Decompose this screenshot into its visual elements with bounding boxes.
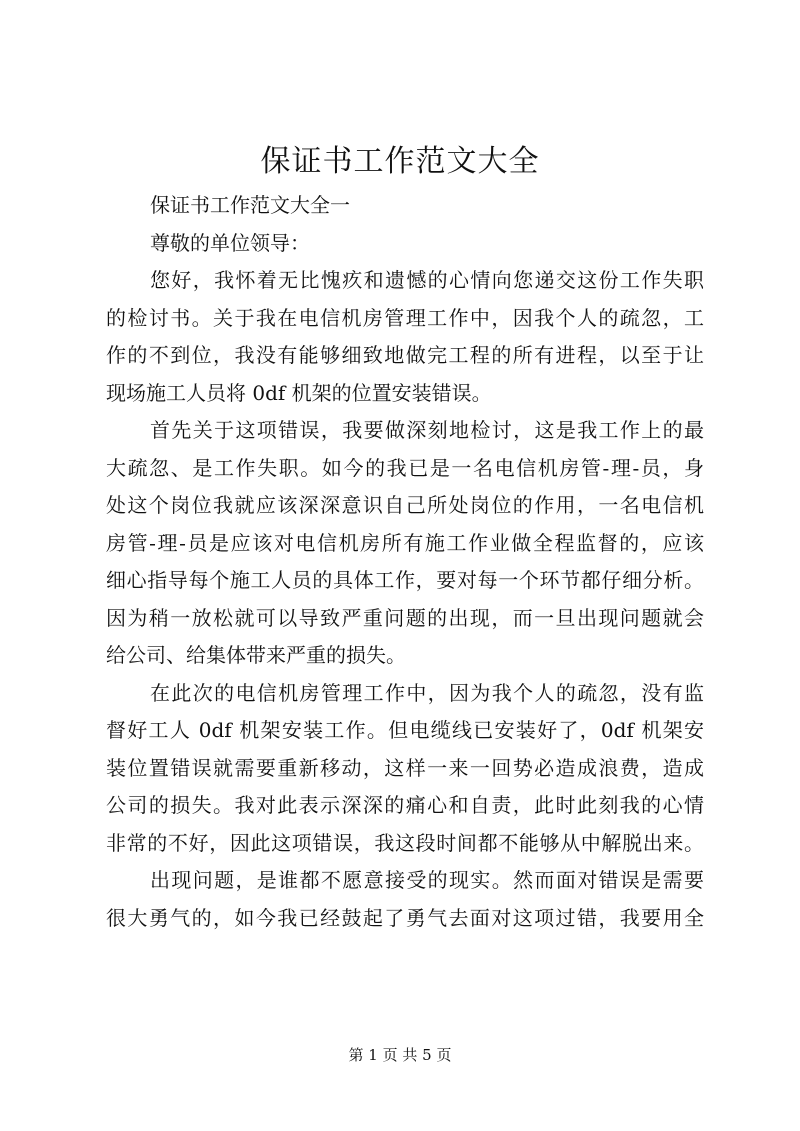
section-heading: 保证书工作范文大全一 (150, 193, 350, 217)
paragraph-line: 给公司、给集体带来严重的损失。 (106, 643, 406, 667)
document-title: 保证书工作范文大全 (260, 144, 540, 179)
paragraph-line: 装位置错误就需要重新移动，这样一来一回势必造成浪费，造成 (106, 755, 704, 780)
paragraph-line: 很大勇气的，如今我已经鼓起了勇气去面对这项过错，我要用全 (106, 905, 704, 930)
document-body (106, 187, 704, 937)
paragraph-line: 督好工人 0df 机架安装工作。但电缆线已安装好了，0df 机架安 (106, 718, 704, 742)
paragraph-line: 作的不到位，我没有能够细致地做完工程的所有进程，以至于让 (106, 343, 704, 367)
paragraph-line: 细心指导每个施工人员的具体工作，要对每一个环节都仔细分析。 (106, 568, 704, 592)
salutation: 尊敬的单位领导： (150, 230, 310, 255)
paragraph-line: 出现问题，是谁都不愿意接受的现实。然而面对错误是需要 (150, 868, 704, 892)
paragraph-line: 首先关于这项错误，我要做深刻地检讨，这是我工作上的最 (150, 418, 704, 442)
paragraph-line: 房管-理-员是应该对电信机房所有施工作业做全程监督的，应该 (106, 530, 704, 555)
paragraph-line: 因为稍一放松就可以导致严重问题的出现，而一旦出现问题就会 (106, 605, 704, 630)
paragraph-line: 非常的不好，因此这项错误，我这段时间都不能够从中解脱出来。 (106, 830, 704, 855)
paragraph-line: 公司的损失。我对此表示深深的痛心和自责，此时此刻我的心情 (106, 793, 704, 817)
paragraph-line: 现场施工人员将 0df 机架的位置安装错误。 (106, 380, 492, 405)
paragraph-line: 处这个岗位我就应该深深意识自己所处岗位的作用，一名电信机 (106, 493, 704, 517)
paragraph-line: 的检讨书。关于我在电信机房管理工作中，因我个人的疏忽，工 (106, 305, 704, 330)
paragraph-line: 在此次的电信机房管理工作中，因为我个人的疏忽，没有监 (150, 680, 704, 705)
page-number-footer: 第 1 页 共 5 页 (348, 1046, 452, 1064)
paragraph-line: 大疏忽、是工作失职。如今的我已是一名电信机房管-理-员，身 (106, 455, 704, 480)
paragraph-line: 您好，我怀着无比愧疚和遗憾的心情向您递交这份工作失职 (150, 268, 704, 292)
